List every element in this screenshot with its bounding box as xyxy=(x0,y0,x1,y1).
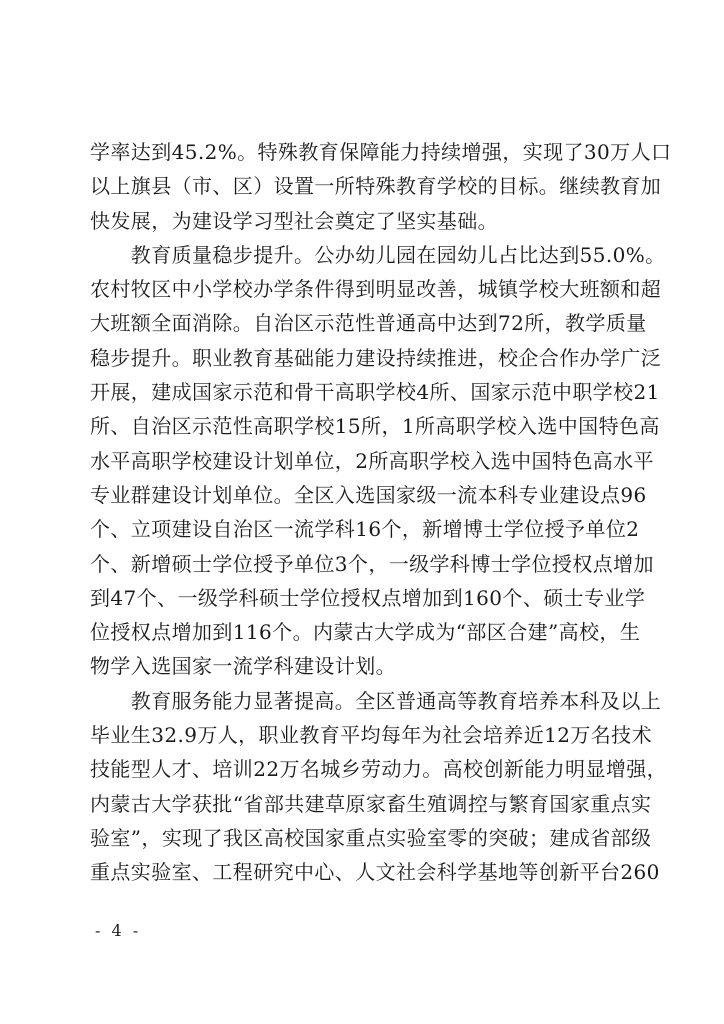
page-number: - 4 - xyxy=(95,921,142,940)
text-line: 学率达到45.2%。特殊教育保障能力持续增强，实现了30万人口 xyxy=(90,140,672,164)
text-line: 所、自治区示范性高职学校15所，1所高职学校入选中国特色高 xyxy=(90,414,660,439)
text-line: 个、新增硕士学位授予单位3个，一级学科博士学位授权点增加 xyxy=(90,551,654,576)
text-line: 水平高职学校建设计划单位，2所高职学校入选中国特色高水平 xyxy=(90,448,654,473)
body-text xyxy=(90,135,672,890)
text-line: 位授权点增加到116个。内蒙古大学成为“部区合建”高校，生 xyxy=(90,620,641,645)
text-line: 大班额全面消除。自治区示范性普通高中达到72所，教学质量 xyxy=(90,311,647,336)
text-line: 以上旗县（市、区）设置一所特殊教育学校的目标。继续教育加 xyxy=(90,174,662,199)
text-line: 个、立项建设自治区一流学科16个，新增博士学位授予单位2 xyxy=(90,517,640,542)
text-line: 内蒙古大学获批“省部共建草原家畜生殖调控与繁育国家重点实 xyxy=(90,791,652,816)
text-line: 专业群建设计划单位。全区入选国家级一流本科专业建设点96 xyxy=(90,482,647,507)
text-line: 快发展，为建设学习型社会奠定了坚实基础。 xyxy=(90,208,498,233)
text-line: 物学入选国家一流学科建设计划。 xyxy=(90,654,396,679)
text-line: 技能型人才、培训22万名城乡劳动力。高校创新能力明显增强， xyxy=(90,757,668,782)
text-line: 教育质量稳步提升。公办幼儿园在园幼儿占比达到55.0%。 xyxy=(90,242,666,267)
text-line: 毕业生32.9万人，职业教育平均每年为社会培养近12万名技术 xyxy=(90,723,652,748)
text-line: 到47个、一级学科硕士学位授权点增加到160个、硕士专业学 xyxy=(90,585,646,610)
text-line: 开展，建成国家示范和骨干高职学校4所、国家示范中职学校21 xyxy=(90,380,660,405)
text-line: 重点实验室、工程研究中心、人文社会科学基地等创新平台260 xyxy=(90,860,660,885)
text-line: 教育服务能力显著提高。全区普通高等教育培养本科及以上 xyxy=(90,688,662,713)
text-line: 农村牧区中小学校办学条件得到明显改善，城镇学校大班额和超 xyxy=(90,277,662,302)
text-line: 验室”，实现了我区高校国家重点实验室零的突破；建成省部级 xyxy=(90,825,652,850)
text-line: 稳步提升。职业教育基础能力建设持续推进，校企合作办学广泛 xyxy=(90,345,662,370)
